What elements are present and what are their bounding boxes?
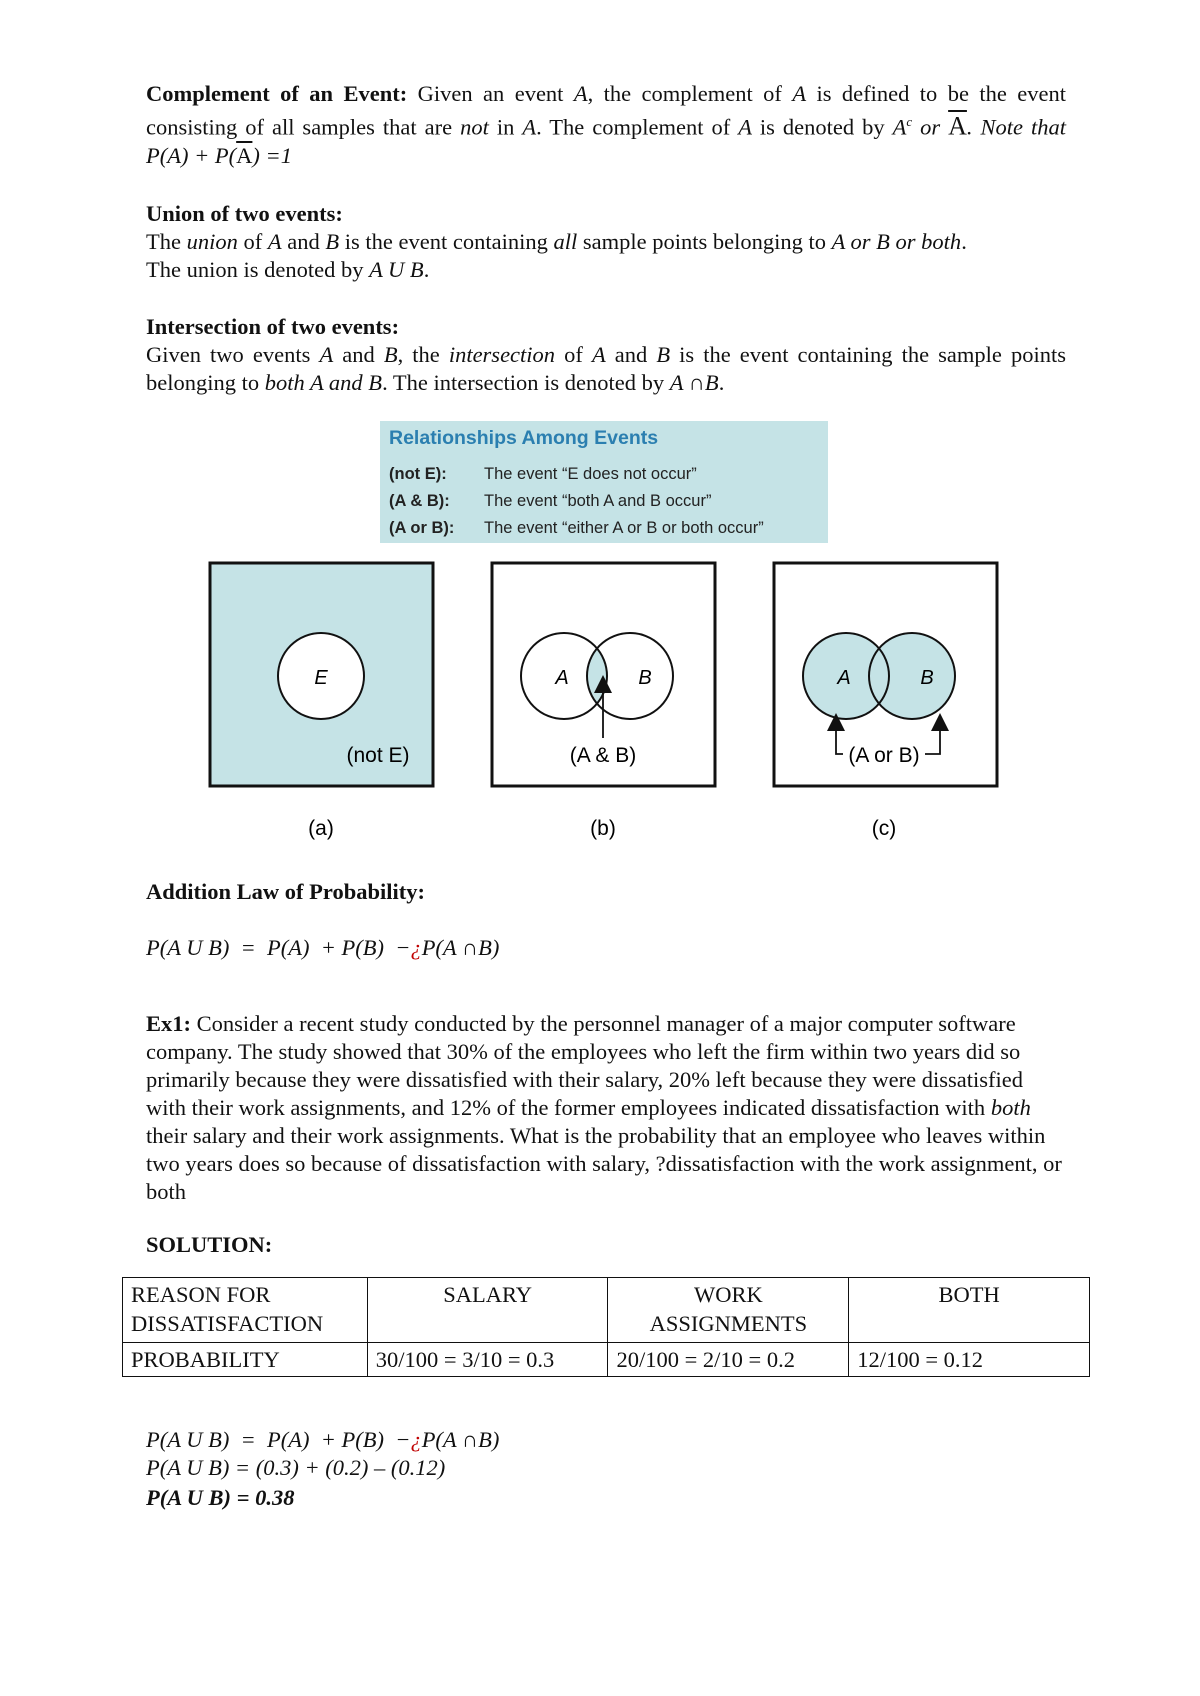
intersection-heading: Intersection of two events: (146, 314, 400, 339)
complement-paragraph: Complement of an Event: Given an event A, the complement of A is defined to be the event consisting of all samples that are not in A. The complement of A is denoted by $A^c$ or $\overline{A}$. Note that $P(A) + P(\overline{A}) =1$ (146, 81, 1066, 168)
solution-heading: SOLUTION: (146, 1232, 273, 1257)
not-e-label: (not E) (346, 744, 410, 767)
table-row (123, 1278, 1090, 1343)
table-cell: 20/100 = 2/10 = 0.2 (608, 1343, 849, 1377)
circle-a-c-label: A (837, 667, 851, 689)
solution-line-1: P(A U B) = P(A) + P(B) −¿P(A ∩B) (146, 1427, 500, 1452)
union-paragraph: The union of A and B is the event containing all sample points belonging to A or B or both. The union is denoted by A U B. (146, 229, 967, 282)
a-and-b-label: (A & B) (569, 744, 637, 767)
table-cell: REASON FOR DISSATISFACTION (123, 1278, 368, 1343)
a-or-b-label: (A or B) (848, 744, 920, 767)
table-cell: BOTH (849, 1278, 1090, 1343)
stray-glyph: ¿ (410, 935, 422, 960)
table-cell: PROBABILITY (123, 1343, 368, 1377)
table-cell: WORK ASSIGNMENTS (608, 1278, 849, 1343)
addition-heading: Addition Law of Probability: (146, 879, 425, 904)
legend-title: Relationships Among Events (389, 427, 659, 449)
example-paragraph: Ex1: Consider a recent study conducted by the personnel manager of a major computer software company. The study showed that 30% of the employees who left the firm within two years did so primarily because they were dissatisfied with their salary, 20% left because they were dissatisfied with their work assignments, and 12% of the former employees indicated dissatisfaction with both their salary and their work assignments. What is the probability that an employee who leaves within two years does so because of dissatisfaction with salary, ?dissatisfaction with the work assignment, or both (146, 1011, 1062, 1204)
table-row (123, 1343, 1090, 1377)
circle-e-label: E (314, 667, 328, 689)
caption-a: (a) (308, 817, 334, 840)
circle-a-label: A (555, 667, 569, 689)
complement-heading: Complement of an Event: (146, 81, 408, 106)
legend-row: (A or B): The event “either A or B or both occur” (389, 519, 764, 537)
caption-c: (c) (871, 817, 897, 840)
a-bar-symbol: $\overline{A}$ (948, 111, 967, 141)
legend-row: (not E): The event “E does not occur” (389, 465, 697, 483)
example-label: Ex1: (146, 1011, 191, 1036)
solution-line-2: P(A U B) = (0.3) + (0.2) – (0.12) (146, 1455, 446, 1480)
caption-b: (b) (590, 817, 616, 840)
addition-formula: P(A U B) = P(A) + P(B) −¿P(A ∩B) (146, 935, 500, 960)
table-cell: 12/100 = 0.12 (849, 1343, 1090, 1377)
circle-b-c-label: B (920, 667, 934, 689)
table-cell: SALARY (367, 1278, 608, 1343)
intersection-paragraph: Given two events A and B, the intersection of A and B is the event containing the sample points belonging to both A and B. The intersection is denoted by A ∩B. (146, 342, 1066, 395)
circle-b-label: B (638, 667, 652, 689)
probability-table (122, 1277, 1090, 1377)
union-heading: Union of two events: (146, 201, 343, 226)
legend-row: (A & B): The event “both A and B occur” (389, 492, 712, 510)
table-cell: 30/100 = 3/10 = 0.3 (367, 1343, 608, 1377)
solution-result: P(A U B) = 0.38 (146, 1485, 295, 1510)
